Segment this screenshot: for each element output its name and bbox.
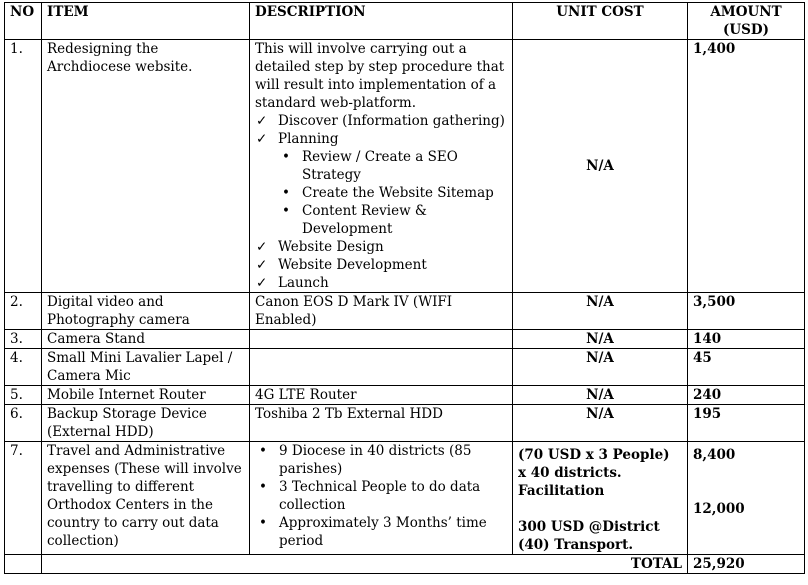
unit-cost-facilitation: (70 USD x 3 People) x 40 districts. Facilitation bbox=[518, 447, 670, 499]
row-amount: 240 bbox=[688, 386, 805, 405]
row-item: Redesigning the Archdiocese website. bbox=[42, 40, 250, 293]
row-item: Small Mini Lavalier Lapel / Camera Mic bbox=[42, 349, 250, 386]
row-item: Backup Storage Device (External HDD) bbox=[42, 405, 250, 442]
row-amount bbox=[688, 442, 805, 555]
check-icon: ✓ bbox=[256, 239, 268, 255]
list-item: • 3 Technical People to do data collection bbox=[259, 479, 481, 513]
row-no: 3. bbox=[5, 330, 42, 349]
amount-facilitation: 8,400 bbox=[693, 447, 736, 463]
list-item: • Create the Website Sitemap bbox=[282, 185, 494, 201]
row-description: 4G LTE Router bbox=[250, 386, 513, 405]
header-amount: AMOUNT (USD) bbox=[688, 3, 805, 40]
row-no: 1. bbox=[5, 40, 42, 293]
list-item: • Approximately 3 Months’ time period bbox=[259, 515, 487, 549]
check-icon: ✓ bbox=[256, 257, 268, 273]
row-no: 4. bbox=[5, 349, 42, 386]
header-no: NO bbox=[5, 3, 42, 40]
row-description bbox=[250, 349, 513, 386]
total-value: 25,920 bbox=[688, 555, 805, 574]
check-icon: ✓ bbox=[256, 113, 268, 129]
amount-transport: 12,000 bbox=[693, 501, 745, 517]
check-list bbox=[255, 112, 507, 292]
row-no: 7. bbox=[5, 442, 42, 555]
header-unit-cost: UNIT COST bbox=[513, 3, 688, 40]
bullet-icon: • bbox=[259, 479, 267, 495]
row-description: Toshiba 2 Tb External HDD bbox=[250, 405, 513, 442]
row-description bbox=[250, 442, 513, 555]
list-item: ✓ Discover (Information gathering) bbox=[256, 113, 505, 129]
list-item: ✓ Launch bbox=[256, 275, 329, 291]
row-amount: 140 bbox=[688, 330, 805, 349]
row-unit-cost: N/A bbox=[513, 330, 688, 349]
table-row bbox=[5, 330, 805, 349]
list-item: ✓ Planning • Review / Create a SEO Strategy • Create the Website Sitemap • Content Review & Development bbox=[255, 130, 507, 238]
unit-cost-transport: 300 USD @District (40) Transport. bbox=[518, 519, 660, 553]
table-row bbox=[5, 40, 805, 293]
row-unit-cost: N/A bbox=[513, 405, 688, 442]
row-description: Canon EOS D Mark IV (WIFI Enabled) bbox=[250, 293, 513, 330]
check-icon: ✓ bbox=[256, 275, 268, 291]
list-item: • Review / Create a SEO Strategy bbox=[282, 149, 458, 183]
list-item: ✓ Website Design bbox=[256, 239, 384, 255]
total-row bbox=[5, 555, 805, 574]
row-unit-cost: N/A bbox=[513, 40, 688, 293]
row-no: 5. bbox=[5, 386, 42, 405]
header-item: ITEM bbox=[42, 3, 250, 40]
table-row bbox=[5, 442, 805, 555]
bullet-list bbox=[255, 442, 507, 550]
total-label: TOTAL bbox=[42, 555, 688, 574]
row-item: Digital video and Photography camera bbox=[42, 293, 250, 330]
row-unit-cost: N/A bbox=[513, 293, 688, 330]
row-unit-cost: N/A bbox=[513, 349, 688, 386]
row-amount: 195 bbox=[688, 405, 805, 442]
header-description: DESCRIPTION bbox=[250, 3, 513, 40]
row-item: Camera Stand bbox=[42, 330, 250, 349]
table-row bbox=[5, 386, 805, 405]
row-description bbox=[250, 330, 513, 349]
table-row bbox=[5, 293, 805, 330]
header-row bbox=[5, 3, 805, 40]
list-item: • 9 Diocese in 40 districts (85 parishes) bbox=[259, 443, 472, 477]
bullet-icon: • bbox=[259, 443, 267, 459]
check-icon: ✓ bbox=[256, 131, 268, 147]
row-item: Travel and Administrative expenses (These will involve travelling to different Orthodox Centers in the country to carry out data collection) bbox=[42, 442, 250, 555]
bullet-icon: • bbox=[282, 203, 290, 219]
bullet-icon: • bbox=[282, 185, 290, 201]
row-amount: 1,400 bbox=[688, 40, 805, 293]
row-no: 2. bbox=[5, 293, 42, 330]
description-intro: This will involve carrying out a detailed step by step procedure that will result into implementation of a standard web-platform. bbox=[255, 41, 505, 111]
table-row bbox=[5, 349, 805, 386]
row-no: 6. bbox=[5, 405, 42, 442]
row-amount: 45 bbox=[688, 349, 805, 386]
list-item: ✓ Website Development bbox=[256, 257, 427, 273]
planning-sub-list bbox=[278, 148, 507, 238]
budget-table bbox=[4, 2, 805, 574]
row-description bbox=[250, 40, 513, 293]
bullet-icon: • bbox=[282, 149, 290, 165]
row-unit-cost bbox=[513, 442, 688, 555]
bullet-icon: • bbox=[259, 515, 267, 531]
row-unit-cost: N/A bbox=[513, 386, 688, 405]
row-item: Mobile Internet Router bbox=[42, 386, 250, 405]
table-row bbox=[5, 405, 805, 442]
list-item: • Content Review & Development bbox=[282, 203, 427, 237]
budget-document bbox=[4, 2, 804, 574]
row-amount: 3,500 bbox=[688, 293, 805, 330]
